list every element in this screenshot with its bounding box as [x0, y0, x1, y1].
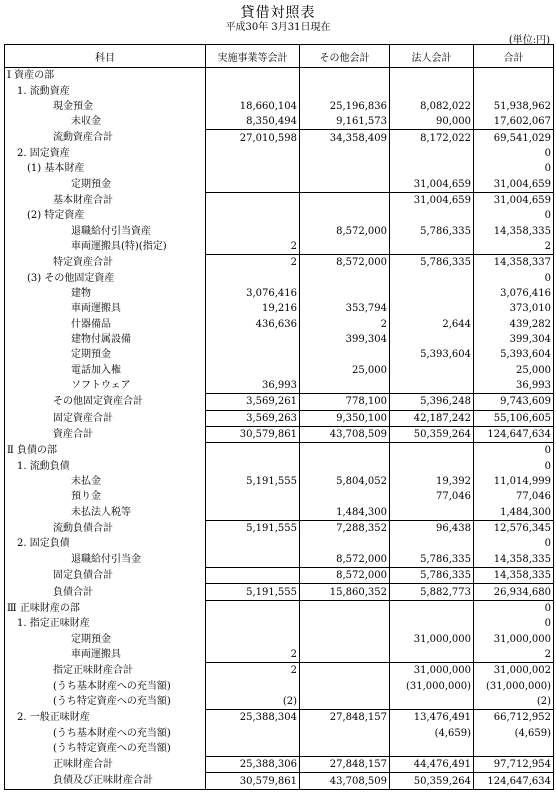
- program-value: [206, 161, 300, 176]
- corporate-value: [390, 536, 474, 551]
- corporate-value: 42,187,242: [390, 410, 474, 426]
- account-label: 1. 流動資産: [5, 83, 206, 98]
- corporate-value: [390, 378, 474, 394]
- program-value: (2): [206, 694, 300, 710]
- account-label: 車両運搬具(特)(指定): [5, 239, 206, 255]
- program-value: 2: [206, 663, 300, 679]
- other-value: 1,484,300: [300, 505, 390, 521]
- table-row: [5, 301, 554, 316]
- corporate-value: [390, 647, 474, 663]
- program-value: 5,191,555: [206, 520, 300, 536]
- table-row: [5, 741, 554, 757]
- program-value: 3,569,263: [206, 410, 300, 426]
- total-value: 399,304: [474, 332, 554, 347]
- program-value: [206, 552, 300, 568]
- program-value: 2: [206, 255, 300, 271]
- other-value: [300, 146, 390, 161]
- program-value: [206, 270, 300, 285]
- corporate-value: [390, 83, 474, 98]
- corporate-value: (4,659): [390, 725, 474, 740]
- table-row: [5, 757, 554, 773]
- total-value: 0: [474, 270, 554, 285]
- header-total: 合計: [474, 45, 554, 68]
- table-row: [5, 520, 554, 536]
- table-row: [5, 647, 554, 663]
- table-row: [5, 536, 554, 551]
- total-value: 9,743,609: [474, 394, 554, 410]
- corporate-value: 31,004,659: [390, 176, 474, 192]
- total-value: 36,993: [474, 378, 554, 394]
- other-value: 27,848,157: [300, 757, 390, 773]
- document-title: 貸借対照表: [240, 5, 316, 21]
- other-value: [300, 459, 390, 474]
- table-row: [5, 474, 554, 489]
- account-label: 電話加入権: [5, 363, 206, 378]
- other-value: [300, 176, 390, 192]
- account-label: 1. 指定正味財産: [5, 616, 206, 631]
- total-value: 2: [474, 239, 554, 255]
- corporate-value: 77,046: [390, 489, 474, 504]
- total-value: [474, 83, 554, 98]
- account-label: 特定資産合計: [5, 255, 206, 271]
- other-value: 9,350,100: [300, 410, 390, 426]
- other-value: [300, 443, 390, 459]
- corporate-value: [390, 694, 474, 710]
- table-row: [5, 255, 554, 271]
- corporate-value: 31,000,000: [390, 663, 474, 679]
- table-row: [5, 600, 554, 616]
- other-value: 8,572,000: [300, 568, 390, 584]
- total-value: 1,484,300: [474, 505, 554, 521]
- total-value: 0: [474, 146, 554, 161]
- table-row: [5, 710, 554, 726]
- other-value: 34,358,409: [300, 130, 390, 146]
- total-value: 14,358,337: [474, 255, 554, 271]
- other-value: [300, 678, 390, 693]
- other-value: 9,161,573: [300, 114, 390, 130]
- corporate-value: 5,786,335: [390, 223, 474, 238]
- other-value: [300, 68, 390, 84]
- table-row: [5, 114, 554, 130]
- corporate-value: (31,000,000): [390, 678, 474, 693]
- account-label: 固定資産合計: [5, 410, 206, 426]
- table-row: [5, 286, 554, 301]
- corporate-value: [390, 616, 474, 631]
- program-value: 30,579,861: [206, 426, 300, 442]
- account-label: 資産合計: [5, 426, 206, 442]
- corporate-value: [390, 363, 474, 378]
- total-value: [474, 741, 554, 757]
- account-label: 未払金: [5, 474, 206, 489]
- account-label: (2) 特定資産: [5, 208, 206, 223]
- corporate-value: [390, 270, 474, 285]
- table-body: [5, 68, 554, 790]
- other-value: [300, 647, 390, 663]
- table-row: [5, 394, 554, 410]
- table-row: [5, 208, 554, 223]
- account-label: その他固定資産合計: [5, 394, 206, 410]
- total-value: (31,000,000): [474, 678, 554, 693]
- account-label: (3) その他固定資産: [5, 270, 206, 285]
- other-value: [300, 239, 390, 255]
- account-label: 正味財産合計: [5, 757, 206, 773]
- total-value: 31,004,659: [474, 176, 554, 192]
- total-value: 439,282: [474, 317, 554, 332]
- account-label: ソフトウェア: [5, 378, 206, 394]
- program-value: [206, 83, 300, 98]
- account-label: 建物付属設備: [5, 332, 206, 347]
- program-value: 5,191,555: [206, 474, 300, 489]
- corporate-value: 31,004,659: [390, 192, 474, 208]
- total-value: 14,358,335: [474, 552, 554, 568]
- other-value: [300, 378, 390, 394]
- total-value: 0: [474, 536, 554, 551]
- table-row: [5, 363, 554, 378]
- table-row: [5, 192, 554, 208]
- total-value: 0: [474, 600, 554, 616]
- table-row: [5, 130, 554, 146]
- program-value: [206, 459, 300, 474]
- header-account: 科目: [5, 45, 206, 68]
- total-value: 51,938,962: [474, 99, 554, 114]
- header-program: 実施事業等会計: [206, 45, 300, 68]
- program-value: [206, 223, 300, 238]
- program-value: [206, 192, 300, 208]
- other-value: [300, 347, 390, 362]
- corporate-value: [390, 146, 474, 161]
- program-value: 18,660,104: [206, 99, 300, 114]
- total-value: 66,712,952: [474, 710, 554, 726]
- table-row: [5, 725, 554, 740]
- other-value: 399,304: [300, 332, 390, 347]
- total-value: 124,647,634: [474, 426, 554, 442]
- table-row: [5, 332, 554, 347]
- account-label: (うち特定資産への充当額): [5, 741, 206, 757]
- table-row: [5, 239, 554, 255]
- other-value: [300, 83, 390, 98]
- account-label: 什器備品: [5, 317, 206, 332]
- unit-label: (単位:円): [508, 35, 550, 46]
- program-value: [206, 678, 300, 693]
- total-value: 69,541,029: [474, 130, 554, 146]
- account-label: 定期預金: [5, 631, 206, 646]
- other-value: 353,794: [300, 301, 390, 316]
- other-value: 43,708,509: [300, 773, 390, 789]
- account-label: 1. 流動負債: [5, 459, 206, 474]
- table-row: [5, 378, 554, 394]
- table-row: [5, 489, 554, 504]
- account-label: Ⅲ 正味財産の部: [5, 600, 206, 616]
- account-label: 基本財産合計: [5, 192, 206, 208]
- other-value: 8,572,000: [300, 223, 390, 238]
- program-value: [206, 208, 300, 223]
- other-value: [300, 725, 390, 740]
- account-label: 負債及び正味財産合計: [5, 773, 206, 789]
- account-label: 未払法人税等: [5, 505, 206, 521]
- program-value: [206, 68, 300, 84]
- program-value: 30,579,861: [206, 773, 300, 789]
- corporate-value: 50,359,264: [390, 773, 474, 789]
- other-value: 5,804,052: [300, 474, 390, 489]
- program-value: [206, 489, 300, 504]
- account-label: 2. 固定負債: [5, 536, 206, 551]
- corporate-value: 96,438: [390, 520, 474, 536]
- account-label: 定期預金: [5, 347, 206, 362]
- corporate-value: [390, 443, 474, 459]
- other-value: 27,848,157: [300, 710, 390, 726]
- total-value: [474, 68, 554, 84]
- table-row: [5, 459, 554, 474]
- total-value: 5,393,604: [474, 347, 554, 362]
- other-value: [300, 616, 390, 631]
- total-value: 3,076,416: [474, 286, 554, 301]
- account-label: 流動負債合計: [5, 520, 206, 536]
- account-label: 定期預金: [5, 176, 206, 192]
- total-value: 373,010: [474, 301, 554, 316]
- program-value: 3,076,416: [206, 286, 300, 301]
- other-value: [300, 631, 390, 646]
- other-value: 43,708,509: [300, 426, 390, 442]
- other-value: [300, 741, 390, 757]
- total-value: 97,712,954: [474, 757, 554, 773]
- corporate-value: 8,082,022: [390, 99, 474, 114]
- table-row: [5, 678, 554, 693]
- total-value: 124,647,634: [474, 773, 554, 789]
- document-date: 平成30年 3月31日現在: [225, 22, 331, 33]
- program-value: [206, 536, 300, 551]
- account-label: 流動資産合計: [5, 130, 206, 146]
- other-value: 15,860,352: [300, 584, 390, 600]
- total-value: 14,358,335: [474, 568, 554, 584]
- total-value: 0: [474, 616, 554, 631]
- corporate-value: 19,392: [390, 474, 474, 489]
- other-value: [300, 161, 390, 176]
- other-value: 2: [300, 317, 390, 332]
- account-label: 指定正味財産合計: [5, 663, 206, 679]
- other-value: [300, 663, 390, 679]
- other-value: [300, 600, 390, 616]
- program-value: 25,388,304: [206, 710, 300, 726]
- corporate-value: [390, 741, 474, 757]
- account-label: (うち基本財産への充当額): [5, 678, 206, 693]
- corporate-value: 5,882,773: [390, 584, 474, 600]
- program-value: [206, 725, 300, 740]
- account-label: 負債合計: [5, 584, 206, 600]
- header-other: その他会計: [300, 45, 390, 68]
- program-value: 2: [206, 647, 300, 663]
- program-value: 2: [206, 239, 300, 255]
- corporate-value: 13,476,491: [390, 710, 474, 726]
- corporate-value: [390, 239, 474, 255]
- table-row: [5, 773, 554, 789]
- table-row: [5, 631, 554, 646]
- account-label: 預り金: [5, 489, 206, 504]
- corporate-value: [390, 286, 474, 301]
- program-value: [206, 600, 300, 616]
- other-value: 25,196,836: [300, 99, 390, 114]
- other-value: [300, 536, 390, 551]
- program-value: [206, 616, 300, 631]
- account-label: Ⅱ 負債の部: [5, 443, 206, 459]
- other-value: 7,288,352: [300, 520, 390, 536]
- program-value: 25,388,306: [206, 757, 300, 773]
- table-row: [5, 68, 554, 84]
- total-value: 11,014,999: [474, 474, 554, 489]
- total-value: 0: [474, 208, 554, 223]
- other-value: [300, 192, 390, 208]
- corporate-value: 2,644: [390, 317, 474, 332]
- total-value: 31,004,659: [474, 192, 554, 208]
- table-row: [5, 270, 554, 285]
- corporate-value: [390, 459, 474, 474]
- table-row: [5, 568, 554, 584]
- account-label: 車両運搬具: [5, 647, 206, 663]
- table-row: [5, 552, 554, 568]
- program-value: [206, 505, 300, 521]
- other-value: 8,572,000: [300, 552, 390, 568]
- corporate-value: [390, 505, 474, 521]
- corporate-value: 90,000: [390, 114, 474, 130]
- account-label: 建物: [5, 286, 206, 301]
- program-value: [206, 741, 300, 757]
- table-row: [5, 161, 554, 176]
- table-row: [5, 694, 554, 710]
- total-value: (4,659): [474, 725, 554, 740]
- table-row: [5, 176, 554, 192]
- total-value: 0: [474, 443, 554, 459]
- table-row: [5, 99, 554, 114]
- total-value: 14,358,335: [474, 223, 554, 238]
- program-value: [206, 443, 300, 459]
- total-value: 0: [474, 459, 554, 474]
- corporate-value: [390, 208, 474, 223]
- corporate-value: [390, 161, 474, 176]
- account-label: 現金預金: [5, 99, 206, 114]
- total-value: 31,000,002: [474, 663, 554, 679]
- account-label: 2. 固定資産: [5, 146, 206, 161]
- program-value: [206, 176, 300, 192]
- corporate-value: 5,396,248: [390, 394, 474, 410]
- account-label: 退職給付引当資産: [5, 223, 206, 238]
- program-value: 5,191,555: [206, 584, 300, 600]
- corporate-value: [390, 68, 474, 84]
- program-value: [206, 363, 300, 378]
- table-row: [5, 347, 554, 362]
- total-value: 12,576,345: [474, 520, 554, 536]
- program-value: [206, 332, 300, 347]
- total-value: 0: [474, 161, 554, 176]
- corporate-value: 44,476,491: [390, 757, 474, 773]
- total-value: 2: [474, 647, 554, 663]
- table-row: [5, 317, 554, 332]
- account-label: 退職給付引当金: [5, 552, 206, 568]
- corporate-value: [390, 301, 474, 316]
- program-value: 27,010,598: [206, 130, 300, 146]
- balance-sheet-table: [4, 44, 554, 790]
- account-label: 車両運搬具: [5, 301, 206, 316]
- program-value: [206, 568, 300, 584]
- other-value: [300, 489, 390, 504]
- corporate-value: 8,172,022: [390, 130, 474, 146]
- program-value: 19,216: [206, 301, 300, 316]
- corporate-value: [390, 600, 474, 616]
- account-label: Ⅰ 資産の部: [5, 68, 206, 84]
- account-label: (うち基本財産への充当額): [5, 725, 206, 740]
- corporate-value: [390, 332, 474, 347]
- corporate-value: 31,000,000: [390, 631, 474, 646]
- total-value: 17,602,067: [474, 114, 554, 130]
- other-value: 25,000: [300, 363, 390, 378]
- other-value: 778,100: [300, 394, 390, 410]
- total-value: 31,000,000: [474, 631, 554, 646]
- account-label: (うち特定資産への充当額): [5, 694, 206, 710]
- table-row: [5, 426, 554, 442]
- program-value: [206, 146, 300, 161]
- total-value: (2): [474, 694, 554, 710]
- corporate-value: 5,786,335: [390, 568, 474, 584]
- other-value: [300, 208, 390, 223]
- header-corporate: 法人会計: [390, 45, 474, 68]
- account-label: 未収金: [5, 114, 206, 130]
- total-value: 26,934,680: [474, 584, 554, 600]
- corporate-value: 50,359,264: [390, 426, 474, 442]
- table-row: [5, 616, 554, 631]
- table-row: [5, 146, 554, 161]
- program-value: 8,350,494: [206, 114, 300, 130]
- table-row: [5, 443, 554, 459]
- program-value: 3,569,261: [206, 394, 300, 410]
- table-row: [5, 663, 554, 679]
- corporate-value: 5,786,335: [390, 255, 474, 271]
- total-value: 55,106,605: [474, 410, 554, 426]
- program-value: 436,636: [206, 317, 300, 332]
- other-value: [300, 270, 390, 285]
- program-value: [206, 631, 300, 646]
- table-row: [5, 83, 554, 98]
- table-row: [5, 410, 554, 426]
- corporate-value: 5,786,335: [390, 552, 474, 568]
- account-label: 2. 一般正味財産: [5, 710, 206, 726]
- other-value: [300, 694, 390, 710]
- account-label: 固定負債合計: [5, 568, 206, 584]
- table-row: [5, 223, 554, 238]
- corporate-value: 5,393,604: [390, 347, 474, 362]
- total-value: 77,046: [474, 489, 554, 504]
- program-value: [206, 347, 300, 362]
- header-row: [5, 45, 554, 68]
- table-row: [5, 505, 554, 521]
- total-value: 25,000: [474, 363, 554, 378]
- account-label: (1) 基本財産: [5, 161, 206, 176]
- program-value: 36,993: [206, 378, 300, 394]
- other-value: [300, 286, 390, 301]
- other-value: 8,572,000: [300, 255, 390, 271]
- table-row: [5, 584, 554, 600]
